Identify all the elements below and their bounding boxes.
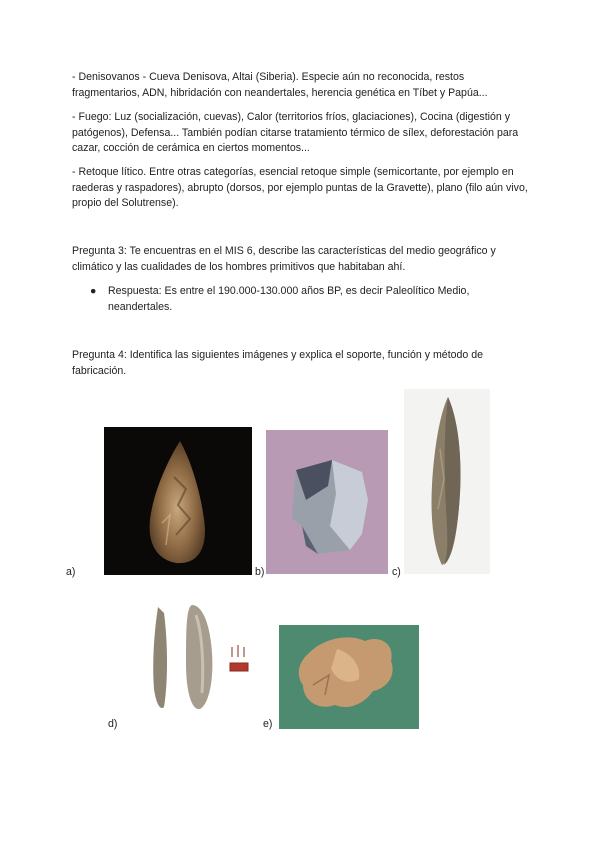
label-c: c)	[392, 566, 401, 578]
label-d: d)	[108, 718, 118, 730]
question-4: Pregunta 4: Identifica las siguientes imágenes y explica el soporte, función y método de fabricación.	[72, 349, 484, 377]
paragraph-denisovanos: - Denisovanos - Cueva Denisova, Altai (Siberia). Especie aún no reconocida, restos fragmentarios, ADN, hibridación con neandertales, herencia genética en Tíbet y Papúa...	[72, 71, 488, 99]
blade-image	[404, 389, 490, 574]
image-a-handaxe	[104, 427, 252, 575]
paragraph-fuego: - Fuego: Luz (socialización, cuevas), Calor (territorios fríos, glaciaciones), Cocina (digestión y patógenos), Defensa... También podían citarse tratamiento térmico de sílex, deforestación para cazar, cocción de cerámica en ciertos momentos...	[72, 111, 519, 155]
image-d-blade-views	[146, 603, 250, 713]
bullet-icon: ●	[90, 285, 97, 297]
image-e-flake	[279, 625, 419, 729]
question-3: Pregunta 3: Te encuentras en el MIS 6, describe las características del medio geográfico y climático y las cualidades de los hombres primitivos que habitaban ahí.	[72, 245, 496, 273]
paragraph-retoque: - Retoque lítico. Entre otras categorías, esencial retoque simple (semicortante, por ejemplo en raederas y raspadores), abrupto (dorsos, por ejemplo puntas de la Gravette), plano (filo aún vivo, propio del Solutrense).	[72, 166, 528, 210]
blade-views-image	[146, 603, 250, 713]
image-c-blade	[404, 389, 490, 574]
answer-3: Respuesta: Es entre el 190.000-130.000 años BP, es decir Paleolítico Medio, neandertales.	[108, 285, 470, 313]
scraper-image	[266, 430, 388, 574]
label-e: e)	[263, 718, 273, 730]
label-b: b)	[255, 566, 265, 578]
flake-image	[279, 625, 419, 729]
handaxe-image	[104, 427, 252, 575]
label-a: a)	[66, 566, 76, 578]
image-b-scraper	[266, 430, 388, 574]
